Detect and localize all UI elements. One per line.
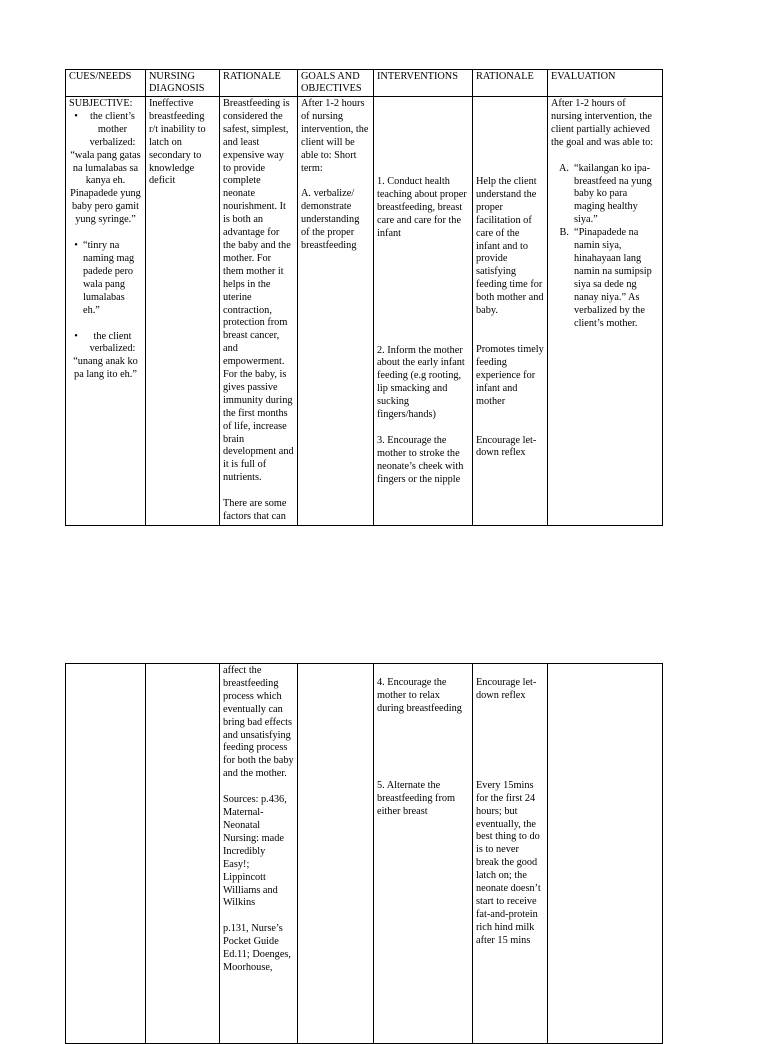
int-rationale-5: Every 15mins for the first 24 hours; but eventually, the best thing to do is to never break the good latch on; the neonate doesn’t start to receive fat-and-protein rich hind milk after 15 mins: [476, 779, 541, 946]
int-rationale-1: Help the client understand the proper facilitation of care of the infant and to provide satisfying feeding time for both mother and baby.: [476, 176, 544, 317]
rationale-cell: affect the breastfeeding process which eventually can bring bad effects and unsatisfying feeding process for both the baby and the mother. Sources: p.436, Maternal-Neonatal Nursing: made Incredibly Easy!; Lippincott Williams and Wilkins p.131, Nurse’s Pocket Guide Ed.11; Doenges, Moorhouse,: [220, 664, 298, 1044]
int-rationale-cell: [473, 664, 548, 1044]
intervention-4: 4. Encourage the mother to relax during breastfeeding: [377, 677, 462, 714]
care-plan-table-bottom: [65, 663, 663, 1044]
intervention-2: 2. Inform the mother about the early infant feeding (e.g rooting, lip smacking and sucking fingers/hands): [377, 344, 465, 421]
cue-bullet-2: • “tinry na naming mag padede pero wala pang lumalabas eh.”: [69, 240, 142, 317]
subjective-label: SUBJECTIVE:: [69, 98, 133, 109]
intervention-1: 1. Conduct health teaching about proper breastfeeding, breast care and care for the infant: [377, 176, 467, 239]
goals-cell: After 1-2 hours of nursing intervention, the client will be able to: Short term: A. verbalize/ demonstrate understanding of the proper breastfeeding: [298, 97, 374, 526]
int-rationale-cell: [473, 97, 548, 526]
cue-quote-3: “unang anak ko pa lang ito eh.”: [73, 356, 138, 381]
evaluation-cell: After 1-2 hours of nursing intervention, the client partially achieved the goal and was able to: A. “kailangan ko ipa-breastfeed na yung baby ko para maging healthy siya.” B. “Pinapadede na namin siya, hinahayaan lang namin na sumipsip siya sa dede ng nanay niya.” As verbalized by the client’s mother.: [548, 97, 663, 526]
cues-cell: [66, 97, 146, 526]
header-interventions: INTERVENTIONS: [374, 70, 473, 97]
goals-cell: [298, 664, 374, 1044]
table-row: [66, 97, 663, 526]
int-rationale-3: Encourage let-down reflex: [476, 434, 537, 459]
evaluation-item-a: A. “kailangan ko ipa-breastfeed na yung baby ko para maging healthy siya.”: [558, 162, 652, 226]
sources-text: Sources: p.436, Maternal-Neonatal Nursing: made Incredibly Easy!; Lippincott Williams and Wilkins: [223, 794, 287, 909]
table-row: [66, 664, 663, 1044]
bullet-icon: •: [74, 240, 78, 252]
diagnosis-cell: Ineffective breastfeeding r/t inability to latch on secondary to knowledge deficit: [146, 97, 220, 526]
evaluation-item-b: B. “Pinapadede na namin siya, hinahayaan lang namin na sumipsip siya sa dede ng nanay niya.” As verbalized by the client’s mother.: [559, 227, 652, 329]
intervention-5: 5. Alternate the breastfeeding from either breast: [377, 779, 456, 817]
int-rationale-4: Encourage let-down reflex: [476, 677, 537, 701]
header-row: [66, 70, 663, 97]
header-cues: CUES/NEEDS: [66, 70, 146, 97]
bullet-icon: •: [74, 330, 78, 342]
cues-cell: [66, 664, 146, 1044]
header-rationale: RATIONALE: [220, 70, 298, 97]
interventions-cell: [374, 664, 473, 1044]
cue-bullet-3: • the client verbalized:: [69, 331, 142, 357]
evaluation-cell: [548, 664, 663, 1044]
intervention-3: 3. Encourage the mother to stroke the neonate’s cheek with fingers or the nipple: [377, 434, 464, 485]
diagnosis-cell: [146, 664, 220, 1044]
header-evaluation: EVALUATION: [548, 70, 663, 97]
header-goals: GOALS AND OBJECTIVES: [298, 70, 374, 97]
cue-quote-1: “wala pang gatas na lumalabas sa kanya eh. Pinapadede yung baby pero gamit yung syringe.”: [70, 149, 141, 226]
care-plan-table-top: [65, 69, 663, 526]
header-int-rationale: RATIONALE: [473, 70, 548, 97]
interventions-cell: [374, 97, 473, 526]
header-nursing-diagnosis: NURSING DIAGNOSIS: [146, 70, 220, 97]
rationale-cell: Breastfeeding is considered the safest, simplest, and least expensive way to provide complete neonate nourishment. It is both an advantage for the baby and the mother. For them mother it helps in the uterine contraction, protection from breast cancer, and empowerment. For the baby, is gives passive immunity during the first months of life, increase brain development and it is full of nutrients. There are some factors that can: [220, 97, 298, 526]
int-rationale-2: Promotes timely feeding experience for infant and mother: [476, 343, 544, 407]
cue-bullet-1: • the client’s mother verbalized:: [69, 111, 142, 150]
bullet-icon: •: [74, 110, 78, 122]
